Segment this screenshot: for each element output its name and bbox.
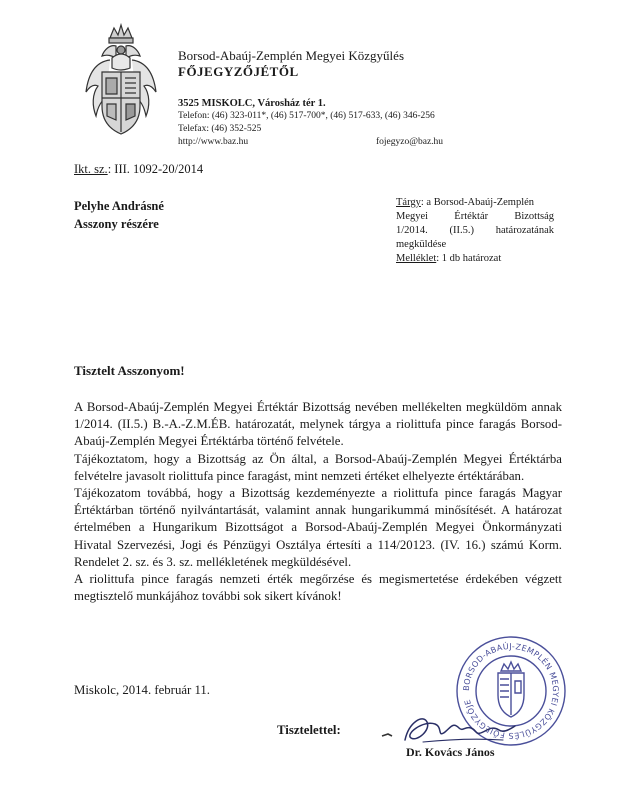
body-paragraph: A Borsod-Abaúj-Zemplén Megyei Értéktár Bizottság nevében mellékelten megküldöm annak 1/2014. (II.5.) B.-A.-Z.M.ÉB. határozatát, melynek tárgya a riolittufa pince faragás Borsod-Abaúj-Zemplén Megyei Értéktárba történő felvétele. — [74, 400, 562, 449]
email-link[interactable]: fojegyzo@baz.hu — [376, 137, 444, 147]
website-link[interactable]: http://www.baz.hu — [178, 137, 249, 147]
ink-mark — [381, 731, 393, 739]
body-paragraph: Tájékoztatom, hogy a Bizottság az Ön által, a Borsod-Abaúj-Zemplén Megyei Értéktárba felvételre javasolt riolittufa pince faragást, mint nemzeti értéket elhelyezte értéktárában. — [74, 451, 562, 483]
subject-line-3: 1/2014. (II.5.) határozatának — [396, 225, 554, 236]
letter-body — [74, 399, 562, 605]
recipient-block — [74, 197, 164, 233]
recipient-name: Pelyhe Andrásné — [74, 199, 164, 213]
subject-block — [396, 196, 554, 266]
office-title: FŐJEGYZŐJÉTŐL — [178, 64, 299, 79]
salutation: Tisztelt Asszonyom! — [74, 363, 185, 378]
fax-line: Telefax: (46) 352-525 — [178, 124, 262, 134]
closing: Tisztelettel: — [277, 723, 341, 737]
attachment-label: Melléklet — [396, 253, 437, 264]
attachment-line — [396, 252, 554, 266]
subject-line-1-text: : a Borsod-Abaúj-Zemplén — [420, 197, 535, 208]
subject-line-1 — [396, 196, 554, 210]
phone-line: Telefon: (46) 323-011*, (46) 517-700*, (46) 517-633, (46) 346-256 — [178, 111, 435, 121]
attachment-text: : 1 db határozat — [436, 253, 502, 264]
recipient-line2: Asszony részére — [74, 217, 159, 231]
address-line: 3525 MISKOLC, Városház tér 1. — [178, 98, 326, 109]
coat-of-arms-logo — [80, 20, 162, 138]
signer-name: Dr. Kovács János — [406, 745, 495, 759]
organization-name: Borsod-Abaúj-Zemplén Megyei Közgyűlés — [178, 48, 405, 63]
subject-label: Tárgy — [396, 197, 421, 208]
stamp-text: BORSOD-ABAÚJ-ZEMPLÉN MEGYEI KÖZGYŰLÉS FŐJEGYZŐJE — [461, 641, 561, 741]
reference-value: : III. 1092-20/2014 — [107, 162, 204, 176]
subject-line-4: megküldése — [396, 239, 447, 250]
subject-line-2: Megyei Értéktár Bizottság — [396, 211, 554, 222]
reference-number — [74, 162, 203, 177]
letter-date: Miskolc, 2014. február 11. — [74, 683, 210, 697]
body-paragraph: Tájékozatom továbbá, hogy a Bizottság kezdeményezte a riolittufa pince faragás Magyar Értéktárban történő nyilvántartását, valamint annak hungarikummá minősítését. A határozat értelmében a Hungarikum Bizottságot a Borsod-Abaúj-Zemplén Megyei Önkormányzati Hivatal Szervezési, Jogi és Pénzügyi Osztálya értesíti a 114/20123. (IV. 16.) számú Korm. Rendelet 2. sz. és 3. sz. mellékletének megküldésével. — [74, 486, 562, 569]
body-paragraph: A riolittufa pince faragás nemzeti érték megőrzése és megismertetése érdekében végzett megtisztelő munkájához további sok sikert kívánok! — [74, 572, 562, 604]
reference-label: Ikt. sz. — [74, 162, 108, 176]
